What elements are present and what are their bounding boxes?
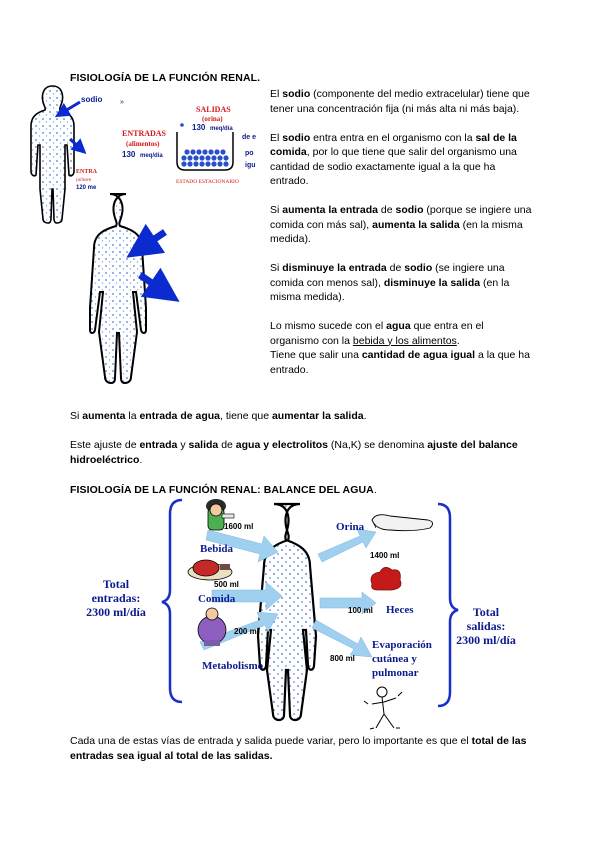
section-heading-balance-agua: FISIOLOGÍA DE LA FUNCIÓN RENAL: BALANCE DEL AGUA. <box>70 484 377 496</box>
partial-alimentos: (alimen <box>76 178 92 183</box>
total-entradas-3: 2300 ml/día <box>86 605 146 619</box>
partial-value: 120 me <box>76 185 97 191</box>
sodium-balance-figure <box>20 82 270 392</box>
para-agua: Lo mismo sucede con el agua que entra en el organismo con la bebida y los alimentos. <box>270 320 484 347</box>
total-salidas-1: Total <box>472 605 500 619</box>
evaporacion-value: 800 ml <box>330 654 355 663</box>
para-aumenta: Si aumenta la entrada de sodio (porque se ingiere una comida con más sal), aumenta la salida (en la misma medida). <box>270 204 532 245</box>
orina-label: Orina <box>336 521 365 533</box>
entradas-value: 130 <box>122 150 136 159</box>
svg-text:po: po <box>245 150 254 157</box>
arrow-evaporacion <box>312 620 372 657</box>
orina-icon <box>372 515 433 531</box>
partial-entradas: ENTRA <box>76 169 98 175</box>
water-balance-figure <box>80 492 530 732</box>
sodio-label: sodio <box>81 95 103 104</box>
large-body-silhouette <box>90 194 146 383</box>
section-heading-renal: FISIOLOGÍA DE LA FUNCIÓN RENAL. <box>70 72 261 84</box>
total-salidas-3: 2300 ml/día <box>456 633 516 647</box>
heces-icon <box>371 567 401 590</box>
total-salidas-2: salidas: <box>466 619 506 633</box>
comida-label: Comida <box>198 593 236 605</box>
body-silhouette <box>258 504 316 720</box>
entradas-label: ENTRADAS <box>122 129 167 138</box>
bebida-value: 1600 ml <box>224 522 254 531</box>
arrow-orina <box>318 529 376 562</box>
orina-label: (orina) <box>202 115 223 123</box>
footer-text: Cada una de estas vías de entrada y salida puede variar, pero lo importante es que el total de las entradas sea igual al total de las salidas. <box>70 735 527 762</box>
total-entradas-1: Total <box>102 577 130 591</box>
evaporacion-label-1: Evaporación <box>372 639 432 651</box>
svg-text:»: » <box>120 99 124 106</box>
orina-value: 1400 ml <box>370 551 400 560</box>
para-ajuste-balance: Este ajuste de entrada y salida de agua y electrolitos (Na,K) se denomina ajuste del balance hidroeléctrico. <box>70 439 518 466</box>
salidas-value: 130 <box>192 123 206 132</box>
metabolismo-label: Metabolismo <box>202 660 264 672</box>
salidas-label: SALIDAS <box>196 105 231 114</box>
salidas-unit: meq/día <box>210 126 233 132</box>
entradas-unit: meq/día <box>140 153 163 159</box>
svg-text:de e: de e <box>242 134 257 141</box>
heces-value: 100 ml <box>348 606 373 615</box>
comida-icon <box>188 560 232 580</box>
para-agua-salida: Tiene que salir una cantidad de agua igual a la que ha entrado. <box>270 349 530 376</box>
evaporacion-label-3: pulmonar <box>372 667 419 679</box>
para-aumenta-agua: Si aumenta la entrada de agua, tiene que aumentar la salida. <box>70 410 367 422</box>
metabolismo-icon <box>198 608 226 646</box>
alimentos-label: (alimentos) <box>126 140 160 148</box>
heces-label: Heces <box>386 604 414 616</box>
para-sodio-entrada: El sodio entra entra en el organismo con la sal de la comida, por lo que tiene que salir del organismo una cantidad de sodio exactamente igual a la que ha entrado. <box>270 131 517 187</box>
bebida-label: Bebida <box>200 543 234 555</box>
estado-label: ESTADO ESTACIONARIO <box>176 179 239 185</box>
para-sodio-concentration: El sodio (componente del medio extracelular) tiene que tener una concentración fija (ni más alta ni más baja). <box>270 88 530 115</box>
para-disminuye: Si disminuye la entrada de sodio (se ingiere una comida con menos sal), disminuye la salida (en la misma medida). <box>270 262 510 303</box>
right-brace <box>438 504 458 706</box>
total-entradas-2: entradas: <box>91 591 141 605</box>
evaporacion-label-2: cutánea y <box>372 653 417 665</box>
small-body-silhouette <box>31 86 74 223</box>
svg-text:igu: igu <box>245 162 256 169</box>
left-brace <box>162 500 182 702</box>
intro-text <box>270 87 532 377</box>
comida-value: 500 ml <box>214 580 239 589</box>
evaporacion-icon <box>364 687 402 729</box>
metabolismo-value: 200 ml <box>234 627 259 636</box>
